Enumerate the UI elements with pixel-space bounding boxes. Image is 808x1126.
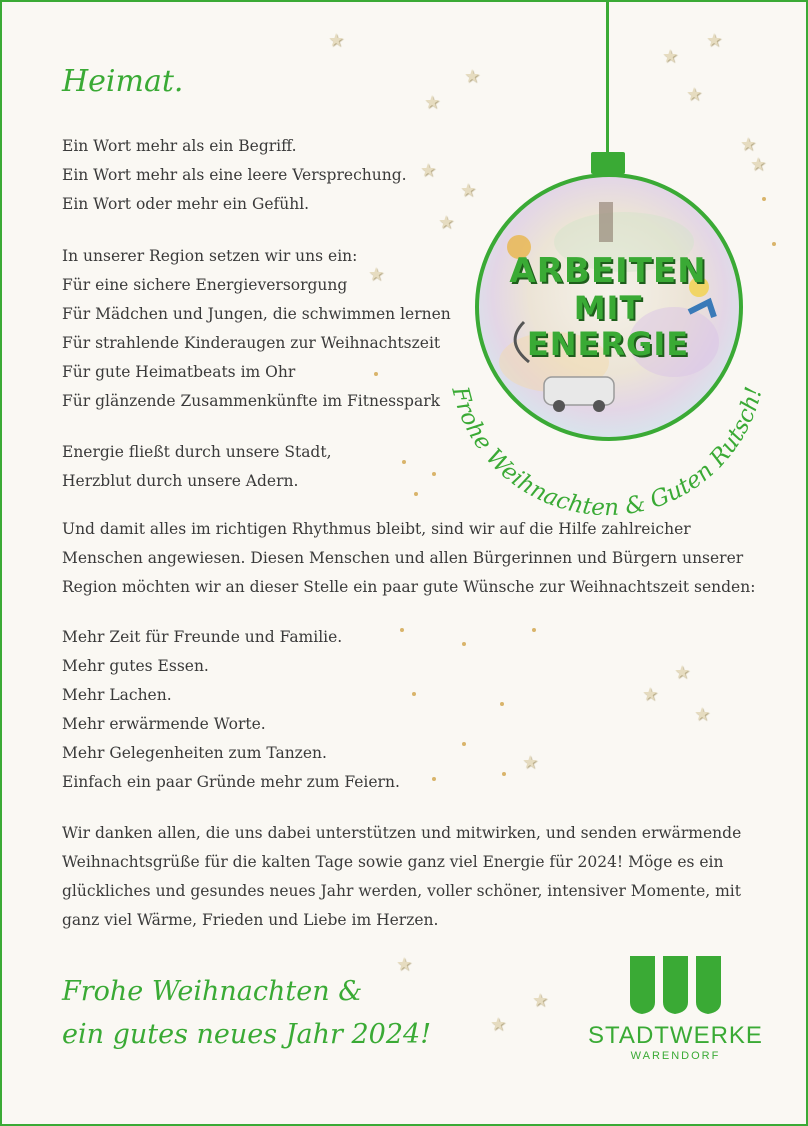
text-line: Mehr Zeit für Freunde und Familie. bbox=[62, 628, 343, 646]
energy-paragraph bbox=[62, 438, 332, 496]
thanks-paragraph bbox=[62, 819, 741, 935]
text-line: Wir danken allen, die uns dabei unterstützen und mitwirken, und senden erwärmende bbox=[62, 824, 742, 842]
text-line: glückliches und gesundes neues Jahr werden, voller schöner, intensiver Momente, mit bbox=[62, 882, 741, 900]
star-icon: ★ bbox=[706, 30, 723, 51]
sparkle-dot bbox=[502, 772, 506, 776]
sparkle-dot bbox=[462, 642, 466, 646]
sparkle-dot bbox=[462, 742, 466, 746]
star-icon: ★ bbox=[464, 66, 481, 87]
stadtwerke-logo bbox=[588, 954, 763, 1074]
badge-line-1: ARBEITEN bbox=[509, 251, 707, 291]
commitment-list bbox=[62, 242, 451, 416]
star-icon: ★ bbox=[328, 30, 345, 51]
star-icon: ★ bbox=[438, 212, 455, 233]
sparkle-dot bbox=[402, 460, 406, 464]
star-icon: ★ bbox=[460, 180, 477, 201]
text-line: Herzblut durch unsere Adern. bbox=[62, 472, 299, 490]
sparkle-dot bbox=[414, 492, 418, 496]
closing-line: ein gutes neues Jahr 2024! bbox=[62, 1019, 432, 1050]
sparkle-dot bbox=[432, 777, 436, 781]
text-line: Ein Wort mehr als ein Begriff. bbox=[62, 137, 297, 155]
sparkle-dot bbox=[374, 372, 378, 376]
sparkle-dot bbox=[500, 702, 504, 706]
star-icon: ★ bbox=[368, 264, 385, 285]
intro-paragraph bbox=[62, 132, 407, 219]
sparkle-dot bbox=[400, 628, 404, 632]
text-line: Für gute Heimatbeats im Ohr bbox=[62, 363, 296, 381]
badge-line-2: MIT ENERGIE bbox=[526, 289, 690, 363]
star-icon: ★ bbox=[686, 84, 703, 105]
text-line: Für glänzende Zusammenkünfte im Fitnesspark bbox=[62, 392, 440, 410]
sparkle-dot bbox=[432, 472, 436, 476]
closing-line: Frohe Weihnachten & bbox=[62, 976, 363, 1007]
text-line: Menschen angewiesen. Diesen Menschen und allen Bürgerinnen und Bürgern unserer bbox=[62, 549, 744, 567]
text-line: Für strahlende Kinderaugen zur Weihnachtszeit bbox=[62, 334, 441, 352]
star-icon: ★ bbox=[490, 1014, 507, 1035]
logo-subtitle: WARENDORF bbox=[630, 1050, 721, 1062]
stadtwerke-shield-icon bbox=[628, 954, 723, 1016]
text-line: Mehr erwärmende Worte. bbox=[62, 715, 266, 733]
text-line: Weihnachtsgrüße für die kalten Tage sowie ganz viel Energie für 2024! Möge es ein bbox=[62, 853, 724, 871]
text-line: Mehr gutes Essen. bbox=[62, 657, 209, 675]
text-line: In unserer Region setzen wir uns ein: bbox=[62, 247, 358, 265]
star-icon: ★ bbox=[674, 662, 691, 683]
text-line: Für eine sichere Energieversorgung bbox=[62, 276, 348, 294]
star-icon: ★ bbox=[642, 684, 659, 705]
text-line: Mehr Gelegenheiten zum Tanzen. bbox=[62, 744, 327, 762]
star-icon: ★ bbox=[662, 46, 679, 67]
sparkle-dot bbox=[772, 242, 776, 246]
sparkle-dot bbox=[532, 628, 536, 632]
text-line: Einfach ein paar Gründe mehr zum Feiern. bbox=[62, 773, 400, 791]
star-icon: ★ bbox=[424, 92, 441, 113]
star-icon: ★ bbox=[694, 704, 711, 725]
star-icon: ★ bbox=[396, 954, 413, 975]
text-line: Und damit alles im richtigen Rhythmus bleibt, sind wir auf die Hilfe zahlreicher bbox=[62, 520, 691, 538]
star-icon: ★ bbox=[740, 134, 757, 155]
text-line: ganz viel Wärme, Frieden und Liebe im Herzen. bbox=[62, 911, 439, 929]
logo-name: STADTWERKE bbox=[588, 1022, 763, 1049]
text-line: Ein Wort oder mehr ein Gefühl. bbox=[62, 195, 310, 213]
text-line: Energie fließt durch unsere Stadt, bbox=[62, 443, 332, 461]
star-icon: ★ bbox=[750, 154, 767, 175]
star-icon: ★ bbox=[532, 990, 549, 1011]
arc-greeting-text: Frohe Weihnachten & Guten Rutsch! bbox=[446, 384, 768, 522]
ornament-string bbox=[606, 2, 609, 154]
star-icon: ★ bbox=[420, 160, 437, 181]
heading: Heimat. bbox=[62, 64, 184, 99]
wishes-list bbox=[62, 623, 400, 797]
sparkle-dot bbox=[412, 692, 416, 696]
ornament-arc-greeting bbox=[412, 152, 792, 532]
text-line: Region möchten wir an dieser Stelle ein paar gute Wünsche zur Weihnachtszeit senden: bbox=[62, 578, 756, 596]
sparkle-dot bbox=[762, 197, 766, 201]
text-line: Für Mädchen und Jungen, die schwimmen lernen bbox=[62, 305, 451, 323]
text-line: Ein Wort mehr als eine leere Versprechung. bbox=[62, 166, 407, 184]
closing-greeting bbox=[62, 970, 431, 1056]
text-line: Mehr Lachen. bbox=[62, 686, 172, 704]
star-icon: ★ bbox=[522, 752, 539, 773]
